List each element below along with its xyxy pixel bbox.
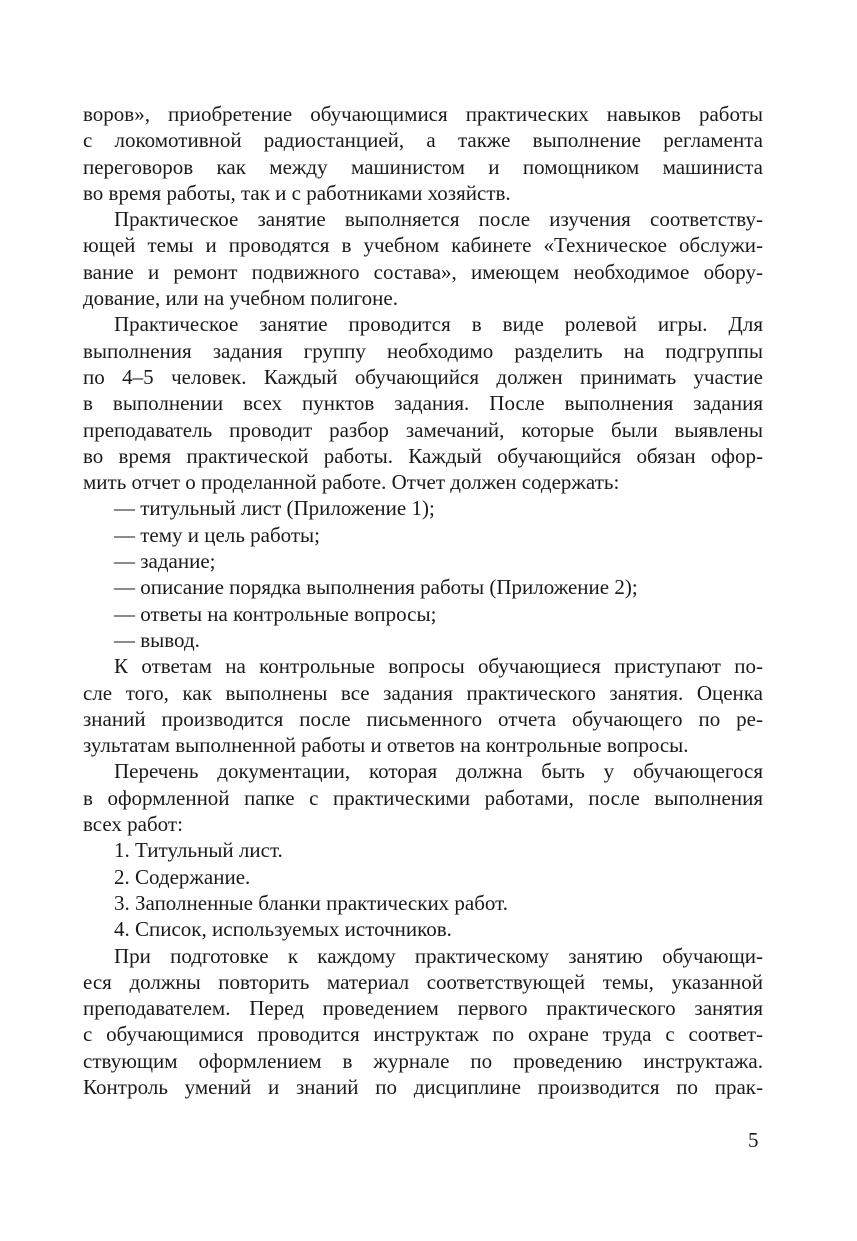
page-body — [83, 101, 763, 1100]
text-line: воров», приобретение обучающимися практических навыков работы — [83, 102, 763, 126]
text-line: ющей темы и проводятся в учебном кабинете «Техническое обслужи- — [83, 233, 763, 258]
text-line: дование, или на учебном полигоне. — [83, 286, 398, 311]
list-item: 3. Заполненные бланки практических работ. — [114, 890, 509, 915]
list-item: — описание порядка выполнения работы (Приложение 2); — [114, 575, 638, 600]
page-number: 5 — [748, 1128, 759, 1152]
text-line: переговоров как между машинистом и помощником машиниста — [83, 154, 763, 179]
list-item: — вывод. — [114, 627, 200, 652]
report-contents-list — [83, 495, 763, 653]
text-line: в выполнении всех пунктов задания. После выполнения задания — [83, 391, 763, 416]
paragraph-documentation — [83, 758, 763, 837]
text-line: мить отчет о проделанной работе. Отчет должен содержать: — [83, 470, 620, 495]
list-item: 2. Содержание. — [114, 864, 251, 889]
list-item: 1. Титульный лист. — [114, 838, 283, 863]
text-line: знаний производится после письменного отчета обучающего по ре- — [83, 706, 763, 731]
paragraph-preparation — [83, 943, 763, 1101]
text-line: всех работ: — [83, 812, 183, 837]
list-item: 4. Список, используемых источников. — [114, 917, 452, 942]
paragraph-location — [83, 206, 763, 311]
list-item: — титульный лист (Приложение 1); — [114, 496, 435, 521]
text-line: преподавателем. Перед проведением первого практического занятия — [83, 996, 763, 1021]
text-line: вание и ремонт подвижного состава», имеющем необходимое обору- — [83, 259, 763, 284]
text-line: ствующим оформлением в журнале по проведению инструктажа. — [83, 1048, 763, 1073]
text-line: Практическое занятие выполняется после изучения соответству- — [114, 207, 763, 232]
text-line: Практическое занятие проводится в виде ролевой игры. Для — [114, 312, 763, 337]
text-line: сле того, как выполнены все задания практического занятия. Оценка — [83, 680, 763, 705]
list-item: — тему и цель работы; — [114, 522, 320, 547]
text-line: с локомотивной радиостанцией, а также выполнение регламента — [83, 128, 763, 153]
text-line: с обучающимися проводится инструктаж по охране труда с соответ- — [83, 1022, 763, 1047]
text-line: Перечень документации, которая должна быть у обучающегося — [114, 759, 763, 784]
text-line: выполнения задания группу необходимо разделить на подгруппы — [83, 338, 763, 363]
paragraph-control-questions — [83, 653, 763, 758]
paragraph-intro-continuation — [83, 101, 763, 206]
documentation-list — [83, 837, 763, 942]
text-line: еся должны повторить материал соответствующей темы, указанной — [83, 969, 763, 994]
text-line: Контроль умений и знаний по дисциплине производится по прак- — [83, 1074, 763, 1099]
list-item: — ответы на контрольные вопросы; — [114, 601, 437, 626]
text-line: преподаватель проводит разбор замечаний, которые были выявлены — [83, 417, 763, 442]
text-line: зультатам выполненной работы и ответов на контрольные вопросы. — [83, 733, 689, 758]
text-line: К ответам на контрольные вопросы обучающиеся приступают по- — [114, 654, 763, 679]
text-line: во время работы, так и с работниками хозяйств. — [83, 180, 511, 205]
list-item: — задание; — [114, 549, 216, 574]
text-line: в оформленной папке с практическими работами, после выполнения — [83, 785, 763, 810]
text-line: При подготовке к каждому практическому занятию обучающи- — [114, 943, 763, 968]
paragraph-role-play — [83, 311, 763, 495]
text-line: по 4–5 человек. Каждый обучающийся должен принимать участие — [83, 364, 763, 389]
text-line: во время практической работы. Каждый обучающийся обязан офор- — [83, 443, 763, 468]
